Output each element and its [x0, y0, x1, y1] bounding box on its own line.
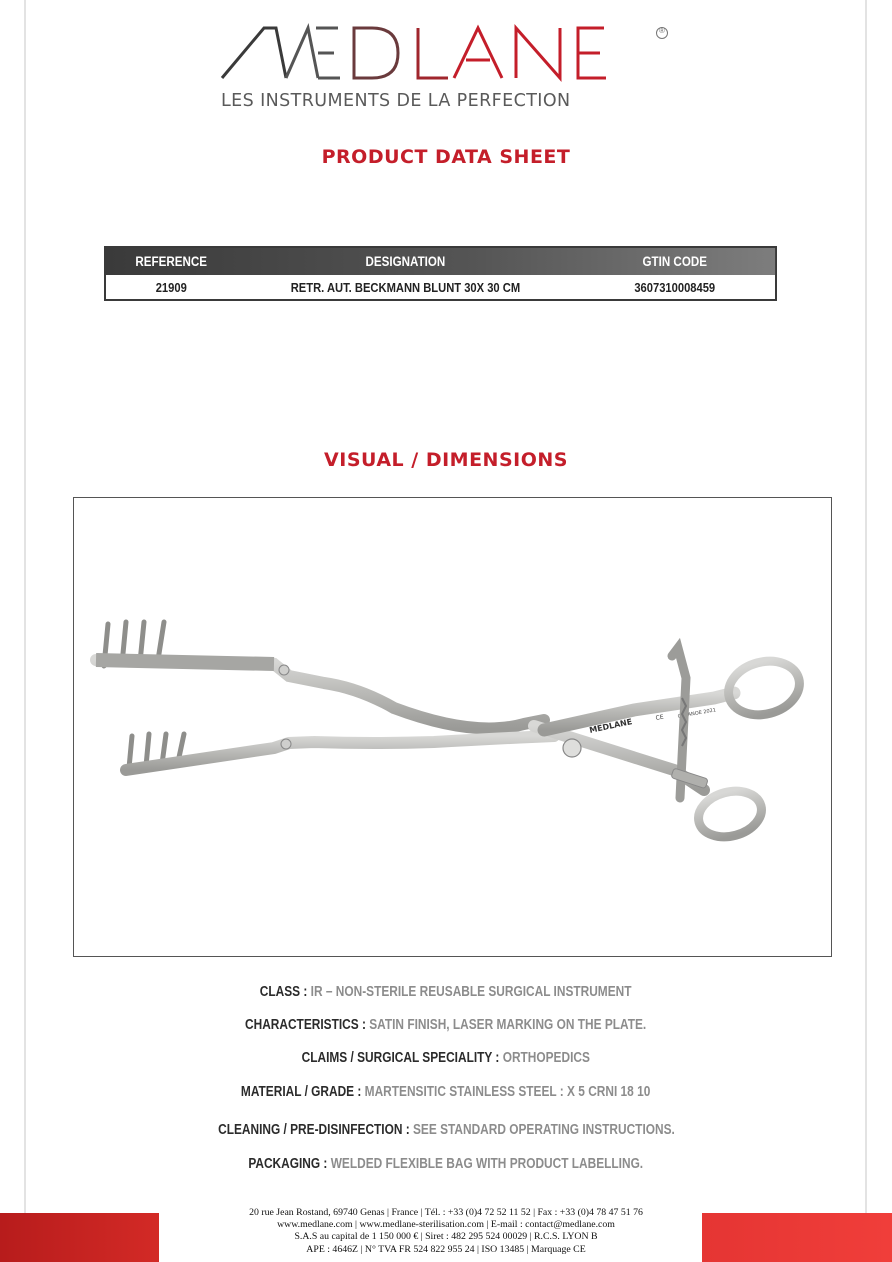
- footer-line-web: www.medlane.com | www.medlane-sterilisation.com | E-mail : contact@medlane.com: [277, 1219, 615, 1231]
- spec-characteristics: CHARACTERISTICS : SATIN FINISH, LASER MARKING ON THE PLATE.: [245, 1017, 647, 1033]
- footer-line-address: 20 rue Jean Rostand, 69740 Genas | France | Tél. : +33 (0)4 72 52 11 52 | Fax : +33 (0)4 78 47 51 76: [249, 1207, 643, 1218]
- spec-cleaning: CLEANING / PRE-DISINFECTION : SEE STANDARD OPERATING INSTRUCTIONS.: [217, 1122, 675, 1138]
- spec-packaging: PACKAGING : WELDED FLEXIBLE BAG WITH PRODUCT LABELLING.: [248, 1156, 644, 1172]
- product-image-frame: [73, 497, 832, 957]
- header-gtin: GTIN CODE: [642, 254, 707, 269]
- logo-wordmark: [216, 90, 217, 91]
- footer-line-registration: APE : 4646Z | N° TVA FR 524 822 955 24 | ISO 13485 | Marquage CE: [306, 1243, 586, 1255]
- cell-gtin: 3607310008459: [634, 279, 716, 295]
- table-header-row: [106, 248, 775, 275]
- spec-class: CLASS : IR – NON-STERILE REUSABLE SURGICAL INSTRUMENT: [260, 984, 632, 1000]
- retractor-instrument-photo: [74, 498, 830, 955]
- engraving-brand: MEDLANE: [588, 717, 633, 735]
- table-row: [106, 275, 775, 299]
- visual-section-title: VISUAL / DIMENSIONS: [324, 449, 568, 471]
- engraving-ref: CASANOE 2021: [677, 707, 717, 720]
- header-reference: REFERENCE: [135, 254, 208, 269]
- spec-material: MATERIAL / GRADE : MARTENSITIC STAINLESS STEEL : X 5 CRNI 18 10: [241, 1084, 651, 1100]
- page-title: PRODUCT DATA SHEET: [321, 146, 571, 168]
- cell-designation: RETR. AUT. BECKMANN BLUNT 30X 30 CM: [290, 279, 521, 295]
- tagline: LES INSTRUMENTS DE LA PERFECTION: [221, 91, 571, 111]
- spec-claims: CLAIMS / SURGICAL SPECIALITY : ORTHOPEDICS: [301, 1050, 591, 1066]
- engraving-ce: CE: [655, 713, 665, 722]
- cell-reference: 21909: [155, 279, 187, 295]
- footer-line-company: S.A.S au capital de 1 150 000 € | Siret : 482 295 524 00029 | R.C.S. LYON B: [294, 1231, 598, 1243]
- footer-address: [0, 1207, 892, 1256]
- reference-table: [104, 246, 777, 301]
- registered-mark: ®: [659, 26, 665, 35]
- header-designation: DESIGNATION: [365, 254, 446, 269]
